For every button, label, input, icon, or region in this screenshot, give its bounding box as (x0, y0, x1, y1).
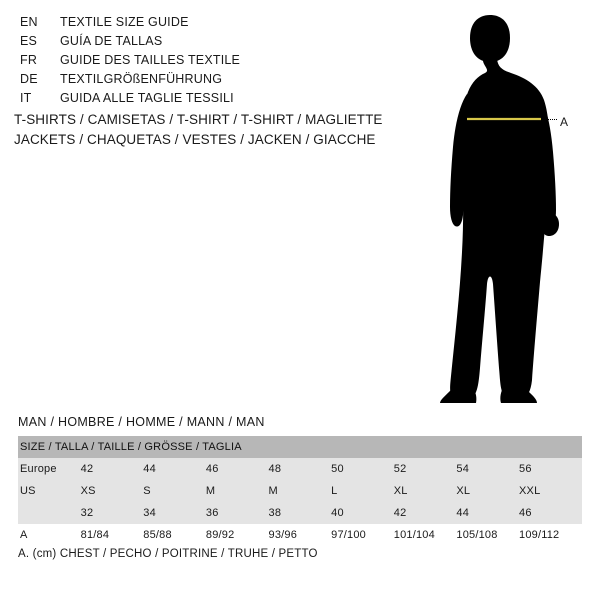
chest-marker-label: A (560, 115, 569, 129)
cell-europe-7: 54 (456, 458, 519, 480)
legend-row-es (20, 34, 400, 53)
cell-europe-3: 46 (206, 458, 269, 480)
size-table-block (18, 415, 582, 546)
cell-usnum-6: 42 (394, 502, 457, 524)
row-label-a: A (18, 524, 81, 546)
cell-us-7: XL (456, 480, 519, 502)
cell-europe-2: 44 (143, 458, 206, 480)
chest-marker-leader-line (543, 119, 557, 122)
legend-code-en: EN (20, 15, 38, 29)
cell-europe-1: 42 (81, 458, 144, 480)
legend-text-en: TEXTILE SIZE GUIDE (60, 15, 189, 29)
cell-a-8: 109/112 (519, 524, 582, 546)
legend-text-es: GUÍA DE TALLAS (60, 34, 163, 48)
cell-us-4: M (269, 480, 332, 502)
cell-usnum-8: 46 (519, 502, 582, 524)
cell-a-6: 101/104 (394, 524, 457, 546)
legend-code-fr: FR (20, 53, 38, 67)
cell-europe-8: 56 (519, 458, 582, 480)
cell-europe-6: 52 (394, 458, 457, 480)
size-table (18, 436, 582, 546)
legend-text-de: TEXTILGRÖßENFÜHRUNG (60, 72, 223, 86)
legend-text-it: GUIDA ALLE TAGLIE TESSILI (60, 91, 234, 105)
cell-usnum-3: 36 (206, 502, 269, 524)
category-headings (14, 110, 414, 150)
row-label-us: US (18, 480, 81, 502)
legend-code-es: ES (20, 34, 38, 48)
cell-usnum-4: 38 (269, 502, 332, 524)
cell-europe-5: 50 (331, 458, 394, 480)
cell-usnum-5: 40 (331, 502, 394, 524)
row-label-us-numeric (18, 502, 81, 524)
category-tshirts: T-SHIRTS / CAMISETAS / T-SHIRT / T-SHIRT / MAGLIETTE (14, 112, 383, 127)
cell-us-3: M (206, 480, 269, 502)
table-row (18, 458, 582, 480)
table-row-header (18, 436, 582, 458)
cell-a-5: 97/100 (331, 524, 394, 546)
language-legend (20, 15, 400, 110)
cell-a-1: 81/84 (81, 524, 144, 546)
cell-a-2: 85/88 (143, 524, 206, 546)
table-header-label: SIZE / TALLA / TAILLE / GRÖSSE / TAGLIA (18, 436, 582, 458)
cell-us-2: S (143, 480, 206, 502)
table-title: MAN / HOMBRE / HOMME / MANN / MAN (18, 415, 265, 429)
cell-us-6: XL (394, 480, 457, 502)
legend-row-fr (20, 53, 400, 72)
cell-a-3: 89/92 (206, 524, 269, 546)
legend-code-it: IT (20, 91, 32, 105)
male-silhouette-icon (410, 12, 600, 407)
legend-row-en (20, 15, 400, 34)
table-footnote: A. (cm) CHEST / PECHO / POITRINE / TRUHE / PETTO (18, 548, 318, 560)
cell-us-5: L (331, 480, 394, 502)
table-row (18, 480, 582, 502)
cell-usnum-2: 34 (143, 502, 206, 524)
cell-europe-4: 48 (269, 458, 332, 480)
category-jackets: JACKETS / CHAQUETAS / VESTES / JACKEN / GIACCHE (14, 132, 376, 147)
cell-usnum-1: 32 (81, 502, 144, 524)
legend-text-fr: GUIDE DES TAILLES TEXTILE (60, 53, 241, 67)
legend-row-de (20, 72, 400, 91)
cell-a-7: 105/108 (456, 524, 519, 546)
table-row (18, 524, 582, 546)
cell-a-4: 93/96 (269, 524, 332, 546)
row-label-europe: Europe (18, 458, 81, 480)
male-figure-illustration (410, 12, 600, 407)
cell-us-8: XXL (519, 480, 582, 502)
cell-usnum-7: 44 (456, 502, 519, 524)
table-row (18, 502, 582, 524)
legend-row-it (20, 91, 400, 110)
cell-us-1: XS (81, 480, 144, 502)
legend-code-de: DE (20, 72, 38, 86)
